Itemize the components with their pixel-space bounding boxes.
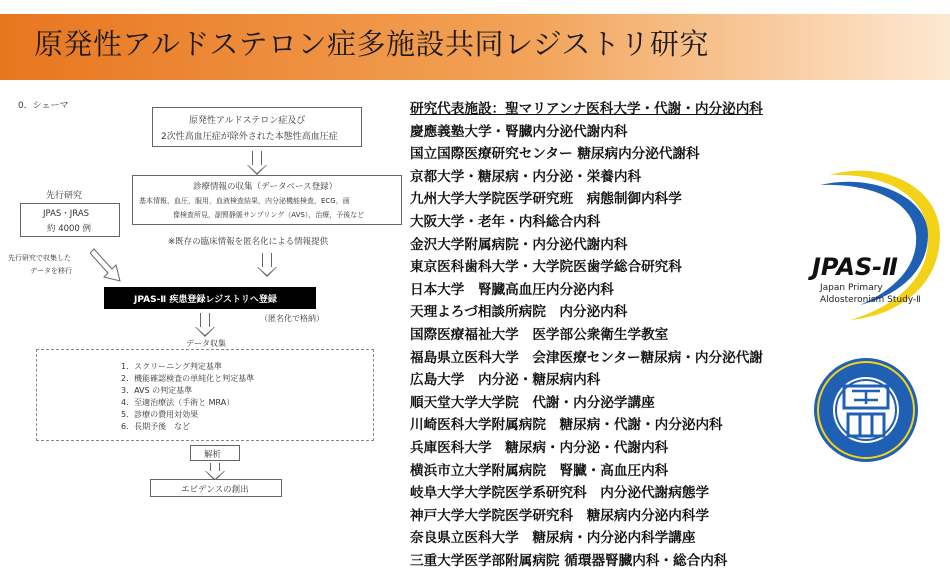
institution-item: 国立国際医療研究センター 糖尿病内分泌代謝科 [410,146,700,163]
institution-item: 奈良県立医科大学 糖尿病・内分泌内科学講座 [410,530,696,547]
data-collection-line-1: 基本情報，血圧，服用，血液検査結果，内分泌機能検査，ECG，画 [139,197,350,205]
target-line-1: 原発性アルドステロン症及び [189,116,306,126]
down-arrow-2 [262,253,272,267]
institution-item: 京都大学・糖尿病・内分泌・栄養内科 [410,168,642,185]
institution-list [410,98,810,572]
prior-note-line-2: データを移行 [30,267,72,275]
institution-item: 三重大学医学部附属病院 循環器腎臓内科・総合内科 [410,552,728,569]
data-collection-box [132,175,402,225]
target-population-box [152,107,362,147]
institution-item: 東京医科歯科大学・大学院医歯学総合研究科 [410,259,682,276]
item-3: 3．AVS の判定基準 [121,386,193,395]
prior-study-box [20,203,120,237]
institution-item: 国際医療福祉大学 医学部公衆衛生学教室 [410,326,669,343]
evidence-label: エビデンスの創出 [181,485,249,495]
analysis-box [190,445,240,461]
institution-item: 福島県立医科大学 会津医療センター糖尿病・内分泌代謝 [410,349,763,366]
institution-item: 九州大学大学院医学研究班 病態制御内科学 [410,191,682,208]
registry-label: JPAS-Ⅱ 疾患登録レジストリへ登録 [134,295,277,305]
data-collect-label: データ収集 [186,339,226,348]
institution-item: 日本大学 腎臓高血圧内分泌内科 [410,281,614,298]
institution-item: 横浜市立大学附属病院 腎臓・高血圧内科 [410,462,669,479]
page-title: 原発性アルドステロン症多施設共同レジストリ研究 [34,27,709,61]
down-arrow-3 [200,313,210,327]
prior-study-label: 先行研究 [46,191,83,201]
down-arrow [252,151,262,165]
anon-note: ※既存の臨床情報を匿名化による情報提供 [168,237,329,247]
jpas-logo [790,165,945,325]
institution-item: 大阪大学・老年・内科総合内科 [410,213,601,230]
registry-box [104,287,316,309]
institution-item: 広島大学 内分泌・糖尿病内科 [410,372,601,389]
down-arrow-4 [210,463,220,471]
data-collection-title: 診療情報の収集（データベース登録） [193,182,338,192]
data-collection-line-2: 像検査所見，副腎静脈サンプリング（AVS），治療，予後など [173,211,365,219]
prior-note-line-1: 先行研究で収集した [8,254,71,262]
lead-institution: 研究代表施設：聖マリアンナ医科大学・代謝・内分泌内科 [410,101,763,117]
evidence-box [150,479,282,497]
item-5: 5．診療の費用対効果 [121,410,199,419]
anon-storage-note: （匿名化で格納） [260,314,324,323]
jpas-sub-2: Aldosteronism Study-Ⅱ [820,295,921,305]
scheme-diagram [0,95,410,525]
jpas-sub-1: Japan Primary [820,283,883,293]
institution-item: 慶應義塾大学・腎臓内分泌代謝内科 [410,123,628,140]
institution-item: 金沢大学附属病院・内分泌代謝内科 [410,236,628,253]
item-6: 6．長期予後 など [121,422,191,431]
institution-item: 川崎医科大学附属病院 糖尿病・代謝・内分泌内科 [410,417,723,434]
institution-item: 順天堂大学大学院 代謝・内分泌学講座 [410,394,655,411]
institution-item: 神戸大学大学院医学研究科 糖尿病内分泌内科学 [410,507,710,524]
jpas-text: JPAS-Ⅱ [812,253,898,281]
item-2: 2．機能確認検査の単純化と判定基準 [121,374,255,383]
prior-study-line-1: JPAS・JRAS [43,209,90,219]
institution-item: 岐阜大学大学院医学系研究科 内分泌代謝病態学 [410,485,710,502]
item-1: 1．スクリーニング判定基準 [121,362,222,371]
institution-item: 天理よろづ相談所病院 内分泌内科 [410,304,628,321]
analysis-label: 解析 [204,450,222,460]
header [0,0,950,86]
item-4: 4．至適治療法（手術と MRA） [121,398,235,407]
seal-graphic [812,356,920,464]
st-marianna-seal [812,356,920,464]
prior-study-line-2: 約 4000 例 [47,224,92,234]
research-items-box [36,349,374,441]
section-label: 0．シェーマ [18,101,69,111]
target-line-2: 2次性高血圧症が除外された本態性高血圧症 [161,132,338,142]
diagonal-arrow [90,245,130,285]
institution-item: 兵庫医科大学 糖尿病・内分泌・代謝内科 [410,439,669,456]
